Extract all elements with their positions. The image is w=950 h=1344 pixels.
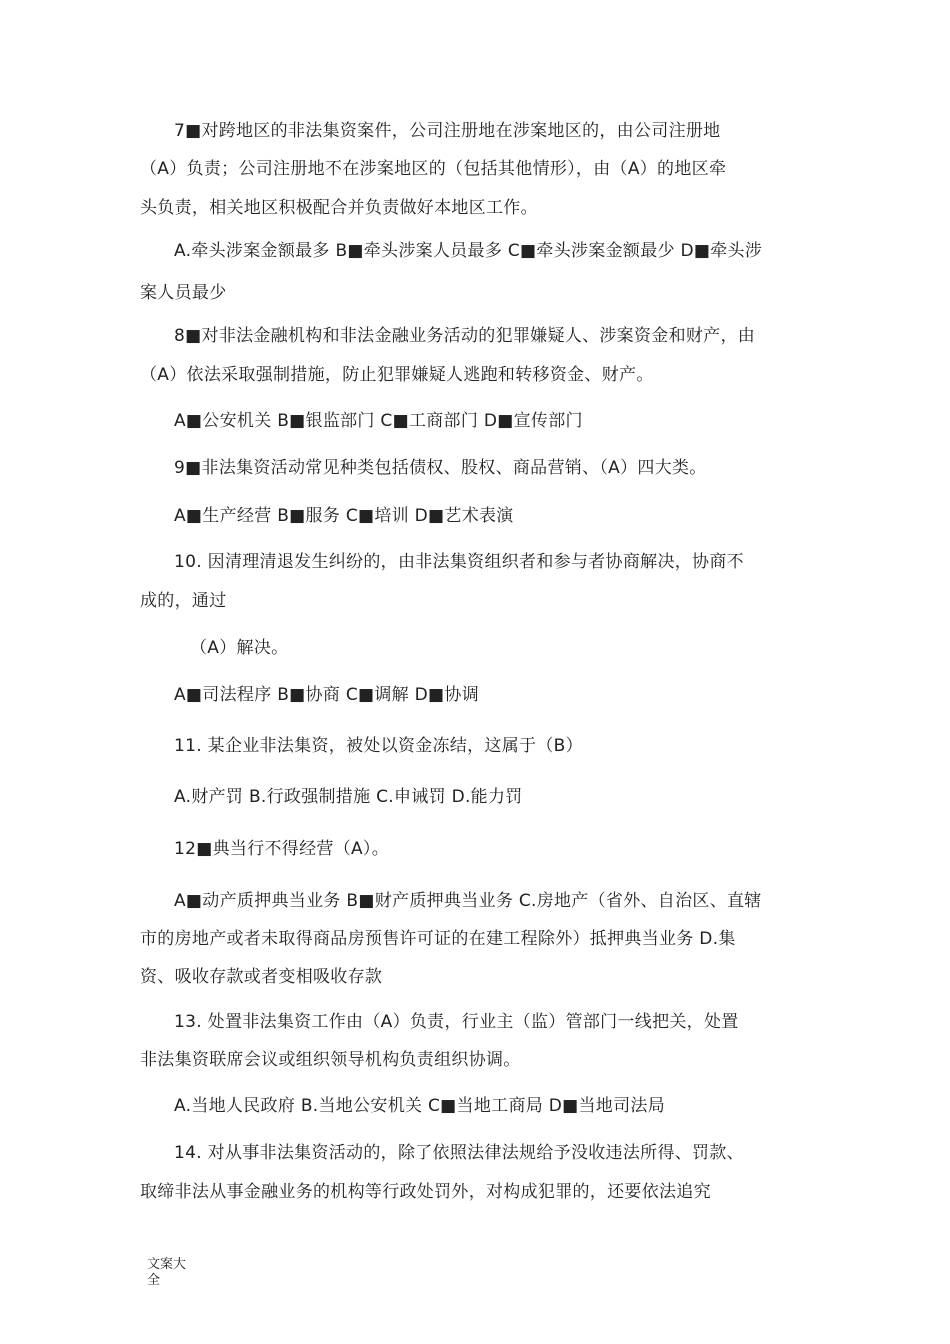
page-footer: 文案大全 — [147, 1257, 187, 1288]
q13-options: A.当地人民政府 B.当地公安机关 C■当地工商局 D■当地司法局 — [174, 1096, 665, 1116]
q14-line-2: 取缔非法从事金融业务的机构等行政处罚外，对构成犯罪的，还要依法追究 — [140, 1182, 711, 1202]
q14-line-1: 14. 对从事非法集资活动的，除了依照法律法规给予没收违法所得、罚款、 — [174, 1143, 744, 1163]
q9-line-1: 9■非法集资活动常见种类包括债权、股权、商品营销、（A）四大类。 — [174, 458, 707, 478]
q10-options: A■司法程序 B■协商 C■调解 D■协调 — [174, 685, 480, 705]
q8-line-2: （A）依法采取强制措施，防止犯罪嫌疑人逃跑和转移资金、财产。 — [140, 365, 654, 385]
q7-options-line-1: A.牵头涉案金额最多 B■牵头涉案人员最多 C■牵头涉案金额最少 D■牵头涉 — [174, 241, 763, 261]
q10-line-2: 成的，通过 — [140, 591, 227, 611]
q12-options-line-1: A■动产质押典当业务 B■财产质押典当业务 C.房地产（省外、自治区、直辖 — [174, 891, 762, 911]
q12-options-line-3: 资、吸收存款或者变相吸收存款 — [140, 967, 383, 987]
q8-line-1: 8■对非法金融机构和非法金融业务活动的犯罪嫌疑人、涉案资金和财产，由 — [174, 326, 756, 346]
q10-line-3: （A）解决。 — [190, 638, 289, 658]
q11-options: A.财产罚 B.行政强制措施 C.申诫罚 D.能力罚 — [174, 787, 523, 807]
q7-line-3: 头负责，相关地区积极配合并负责做好本地区工作。 — [140, 198, 538, 218]
q13-line-1: 13. 处置非法集资工作由（A）负责，行业主（监）管部门一线把关，处置 — [174, 1012, 739, 1032]
q10-line-1: 10. 因清理清退发生纠纷的，由非法集资组织者和参与者协商解决，协商不 — [174, 552, 744, 572]
q7-options-line-2: 案人员最少 — [140, 283, 227, 303]
q13-line-2: 非法集资联席会议或组织领导机构负责组织协调。 — [140, 1050, 521, 1070]
q8-options: A■公安机关 B■银监部门 C■工商部门 D■宣传部门 — [174, 411, 583, 431]
q7-line-2: （A）负责；公司注册地不在涉案地区的（包括其他情形），由（A）的地区牵 — [140, 159, 727, 179]
q12-line-1: 12■典当行不得经营（A）。 — [174, 839, 390, 859]
q7-line-1: 7■对跨地区的非法集资案件，公司注册地在涉案地区的，由公司注册地 — [174, 121, 721, 141]
q12-options-line-2: 市的房地产或者未取得商品房预售许可证的在建工程除外）抵押典当业务 D.集 — [140, 929, 736, 949]
q9-options: A■生产经营 B■服务 C■培训 D■艺术表演 — [174, 506, 514, 526]
q11-line-1: 11. 某企业非法集资，被处以资金冻结，这属于（B） — [174, 736, 583, 756]
